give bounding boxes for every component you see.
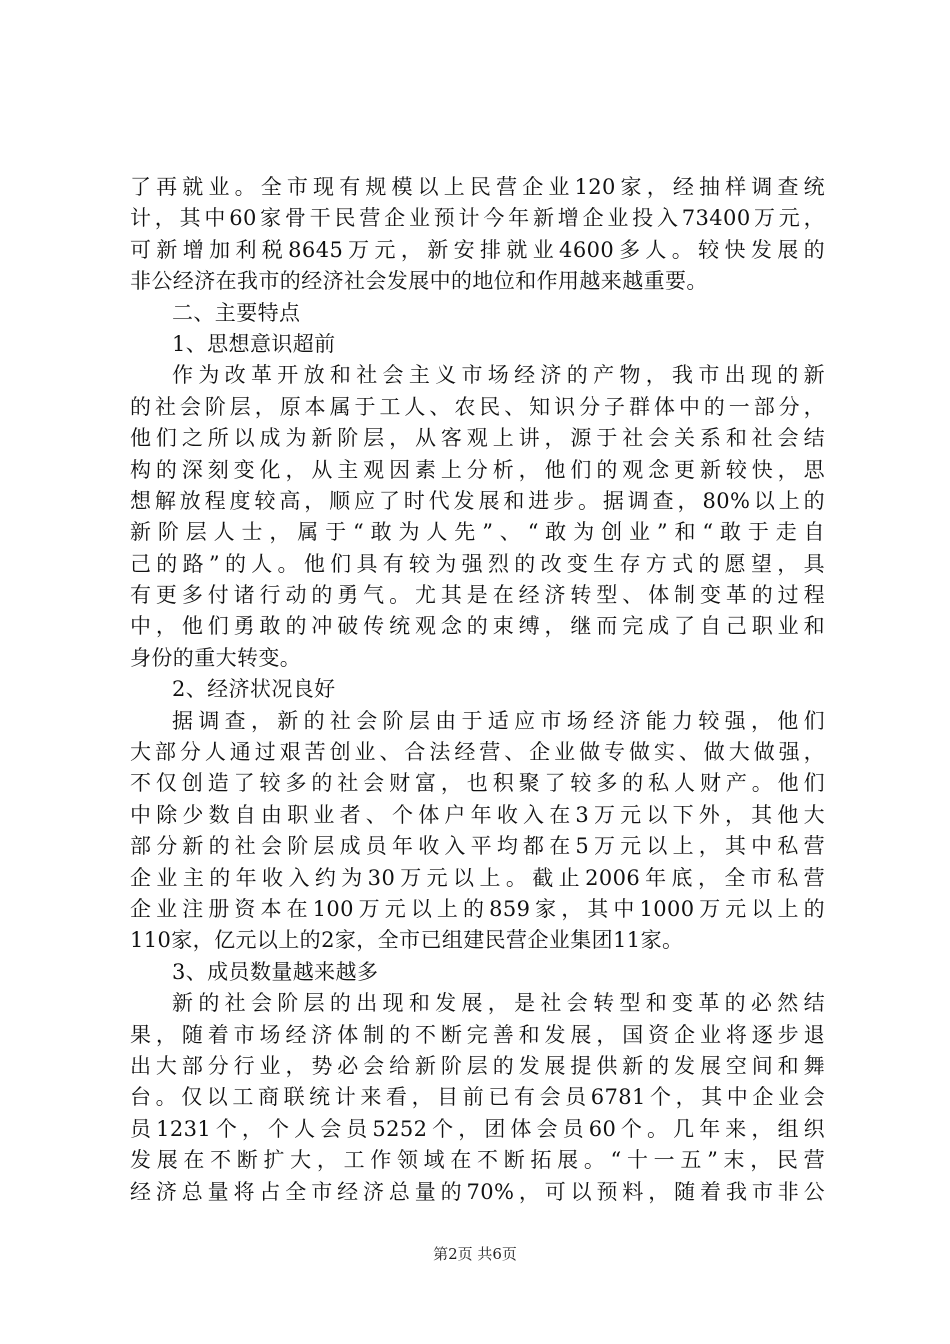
body-line: 己的路”的人。他们具有较为强烈的改变生存方式的愿望，具 <box>130 551 825 576</box>
body-line: 了再就业。全市现有规模以上民营企业120家，经抽样调查统 <box>130 175 825 199</box>
body-line: 他们之所以成为新阶层，从客观上讲，源于社会关系和社会结 <box>130 426 825 451</box>
section-heading: 3、成员数量越来越多 <box>172 959 379 984</box>
body-line: 可新增加利税8645万元，新安排就业4600多人。较快发展的 <box>130 237 825 262</box>
body-line: 发展在不断扩大，工作领域在不断拓展。“十一五”末，民营 <box>130 1148 825 1173</box>
paragraph-last-line: 非公经济在我市的经济社会发展中的地位和作用越来越重要。 <box>130 269 708 294</box>
body-line: 有更多付诸行动的勇气。尤其是在经济转型、体制变革的过程 <box>130 583 825 608</box>
body-line: 台。仅以工商联统计来看，目前已有会员6781个，其中企业会 <box>130 1085 825 1110</box>
body-line: 想解放程度较高，顺应了时代发展和进步。据调查，80%以上的 <box>130 488 825 513</box>
body-line: 经济总量将占全市经济总量的70%，可以预料，随着我市非公 <box>130 1179 825 1204</box>
paragraph-last-line: 身份的重大转变。 <box>130 645 302 670</box>
section-heading: 1、思想意识超前 <box>172 331 336 356</box>
paragraph-last-line: 110家，亿元以上的2家，全市已组建民营企业集团11家。 <box>130 928 684 953</box>
section-heading: 2、经济状况良好 <box>172 677 336 702</box>
body-line: 中除少数自由职业者、个体户年收入在3万元以下外，其他大 <box>130 802 825 827</box>
body-line: 员1231个，个人会员5252个，团体会员60个。几年来，组织 <box>130 1116 825 1141</box>
page-number: 第2页 共6页 <box>433 1245 517 1263</box>
section-heading: 二、主要特点 <box>172 300 301 325</box>
page-footer <box>0 1244 950 1264</box>
body-line: 果，随着市场经济体制的不断完善和发展，国资企业将逐步退 <box>130 1022 825 1047</box>
body-line: 新阶层人士，属于“敢为人先”、“敢为创业”和“敢于走自 <box>130 520 825 545</box>
body-line: 构的深刻变化，从主观因素上分析，他们的观念更新较快，思 <box>130 457 825 482</box>
paragraph-first-line: 据调查，新的社会阶层由于适应市场经济能力较强，他们 <box>172 708 825 733</box>
body-line: 企业注册资本在100万元以上的859家，其中1000万元以上的 <box>130 896 825 921</box>
body-line: 大部分人通过艰苦创业、合法经营、企业做专做实、做大做强， <box>130 740 825 765</box>
body-line: 企业主的年收入约为30万元以上。截止2006年底，全市私营 <box>130 865 825 890</box>
document-body <box>130 172 825 1208</box>
paragraph-first-line: 作为改革开放和社会主义市场经济的产物，我市出现的新 <box>172 363 825 388</box>
body-line: 的社会阶层，原本属于工人、农民、知识分子群体中的一部分， <box>130 394 825 419</box>
body-line: 中，他们勇敢的冲破传统观念的束缚，继而完成了自己职业和 <box>130 614 825 639</box>
body-line: 计，其中60家骨干民营企业预计今年新增企业投入73400万元， <box>130 206 825 231</box>
paragraph-first-line: 新的社会阶层的出现和发展，是社会转型和变革的必然结 <box>172 991 825 1016</box>
body-line: 部分新的社会阶层成员年收入平均都在5万元以上，其中私营 <box>130 834 825 859</box>
body-line: 不仅创造了较多的社会财富，也积聚了较多的私人财产。他们 <box>130 771 825 796</box>
body-line: 出大部分行业，势必会给新阶层的发展提供新的发展空间和舞 <box>130 1053 825 1078</box>
